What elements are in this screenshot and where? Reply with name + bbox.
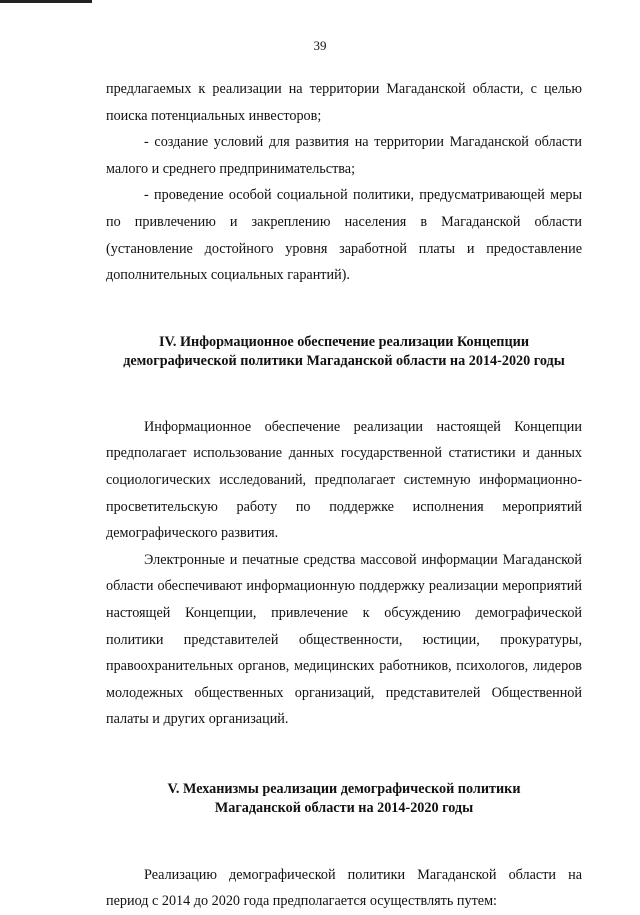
intro-paragraph: предлагаемых к реализации на территории Магаданской области, с целью поиска потенциальных инвесторов; [106, 81, 582, 124]
section-5-paragraph-1: Реализацию демографической политики Магаданской области на период с 2014 до 2020 года предполагается осуществлять путем: [106, 866, 582, 910]
page-number: 39 [313, 38, 327, 53]
bullet-item-small-business: - создание условий для развития на территории Магаданской области малого и среднего предпринимательства; [106, 134, 582, 177]
section-5-heading [106, 780, 582, 818]
top-rule [0, 0, 92, 3]
section-5-heading-line1: V. Механизмы реализации демографической политики [167, 780, 521, 797]
section-4-heading-line2: демографической политики Магаданской области на 2014-2020 годы [123, 352, 565, 369]
section-4-heading [106, 333, 582, 371]
document-body [106, 76, 582, 915]
section-4-paragraph-1: Информационное обеспечение реализации настоящей Концепции предполагает использование данных государственной статистики и данных социологических исследований, предполагает системную информационно-просветительскую работу по поддержке исполнения мероприятий демографического развития. [106, 418, 582, 542]
bullet-item-social-policy: - проведение особой социальной политики, предусматривающей меры по привлечению и закреплению населения в Магаданской области (установление достойного уровня заработной платы и предоставление дополнительных социальных гарантий). [106, 187, 582, 284]
section-4-heading-line1: IV. Информационное обеспечение реализации Концепции [158, 333, 529, 350]
section-5-heading-line2: Магаданской области на 2014-2020 годы [214, 799, 474, 816]
section-4-paragraph-2: Электронные и печатные средства массовой информации Магаданской области обеспечивают информационную поддержку реализации мероприятий настоящей Концепции, привлечение к обсуждению демографической политики представителей общественности, юстиции, прокуратуры, правоохранительных органов, медицинских работников, психологов, лидеров молодежных общественных организаций, представителей Общественной палаты и других организаций. [106, 551, 582, 728]
